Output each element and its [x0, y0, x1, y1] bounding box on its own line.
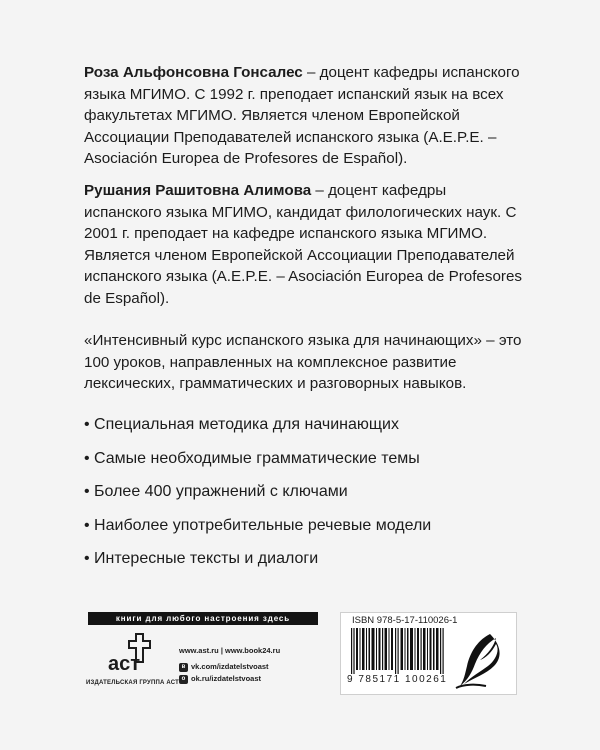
ok-url[interactable]: ok.ru/izdatelstvoast: [191, 674, 262, 683]
barcode-icon: [351, 628, 447, 674]
publisher-caption: ИЗДАТЕЛЬСКАЯ ГРУППА АСТ: [86, 680, 180, 686]
logo-text: аст: [108, 653, 141, 675]
vk-icon: в: [179, 663, 188, 672]
quill-icon: [450, 632, 506, 690]
feature-item: • Самые необходимые грамматические темы: [84, 449, 420, 467]
feature-item: • Наиболее употребительные речевые модели: [84, 516, 432, 534]
author-name: Рушания Рашитовна Алимова: [84, 182, 312, 199]
vk-url[interactable]: vk.com/izdatelstvoast: [191, 662, 269, 671]
feature-item: • Более 400 упражнений с ключами: [84, 483, 348, 500]
author-description: – доцент кафедры испанского языка МГИМО, кандидат филологических наук. С 2001 г. преподает на кафедре испанского языка МГИМО. Является членом Европейской Ассоциации Преподавателей испанского языка (A.E.P.E. – Asociación Europea de Profesores de Español).: [84, 182, 523, 307]
author-bio-gonsales: [84, 62, 524, 170]
author-description: – доцент кафедры испанского языка МГИМО. С 1992 г. преподает испанский язык на всех факультетах МГИМО. Является членом Европейской Ассоциации Преподавателей испанского языка (A.E.P.E. – Asociación Europea de Profesores de Español).: [84, 64, 520, 167]
isbn: ISBN 978-5-17-110026-1: [352, 615, 458, 626]
author-bio-alimova: [84, 180, 524, 309]
author-name: Роза Альфонсовна Гонсалес: [84, 64, 303, 81]
ok-link[interactable]: [179, 674, 261, 684]
ast-logo-icon: [106, 632, 154, 676]
feature-list: [84, 408, 524, 576]
barcode-digits: 9 785171 100261: [347, 674, 448, 685]
feature-item: • Интересные тексты и диалоги: [84, 550, 319, 567]
vk-link[interactable]: [179, 662, 269, 672]
book-summary: «Интенсивный курс испанского языка для начинающих» – это 100 уроков, направленных на комплексное развитие лексических, грамматических и разговорных навыков.: [84, 332, 522, 392]
ok-icon: о: [179, 675, 188, 684]
feature-item: • Специальная методика для начинающих: [84, 416, 399, 433]
publisher-urls[interactable]: www.ast.ru | www.book24.ru: [179, 646, 281, 655]
publisher-banner: книги для любого настроения здесь: [88, 612, 318, 625]
